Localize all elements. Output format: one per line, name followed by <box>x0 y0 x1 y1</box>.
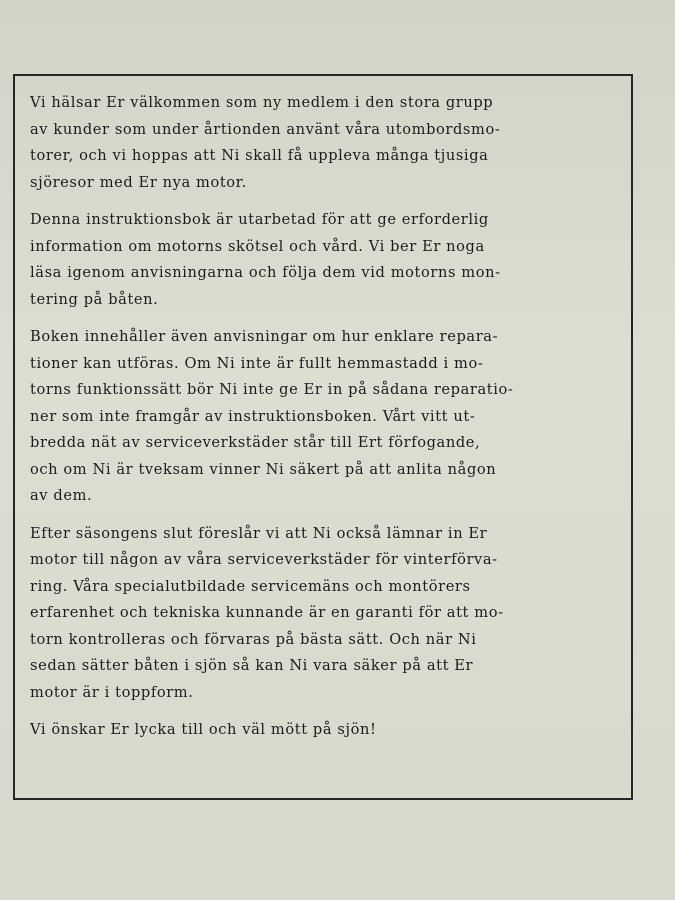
paragraph-instruction-book <box>30 207 630 313</box>
text-line: tioner kan utföras. Om Ni inte är fullt hemmastadd i mo- <box>30 354 484 372</box>
text-line: motor till någon av våra serviceverkstäder för vinterförva- <box>30 551 498 568</box>
text-line: Denna instruktionsbok är utarbetad för att ge erforderlig <box>30 211 489 228</box>
text-line: Boken innehåller även anvisningar om hur enklare repara- <box>30 328 499 345</box>
text-line: torn kontrolleras och förvaras på bästa sätt. Och när Ni <box>30 630 477 648</box>
text-line: erfarenhet och tekniska kunnande är en garanti för att mo- <box>30 604 504 621</box>
text-line: sjöresor med Er nya motor. <box>30 173 247 191</box>
text-line: ner som inte framgår av instruktionsboken. Vårt vitt ut- <box>30 407 476 425</box>
text-line: Efter säsongens slut föreslår vi att Ni också lämnar in Er <box>30 524 488 542</box>
text-line: bredda nät av serviceverkstäder står till Ert förfogande, <box>30 434 481 451</box>
text-line: Vi önskar Er lycka till och väl mött på sjön! <box>30 721 377 738</box>
text-line: Vi hälsar Er välkommen som ny medlem i den stora grupp <box>30 94 494 111</box>
text-line: tering på båten. <box>30 290 159 308</box>
text-line: information om motorns skötsel och vård. Vi ber Er noga <box>30 237 485 255</box>
paragraph-repairs <box>30 324 630 510</box>
text-line: och om Ni är tveksam vinner Ni säkert på att anlita någon <box>30 460 497 478</box>
text-line: motor är i toppform. <box>30 683 194 701</box>
welcome-text-block <box>30 90 630 755</box>
text-line: ring. Våra specialutbildade servicemäns och montörers <box>30 577 471 595</box>
text-line: av kunder som under årtionden använt våra utombordsmo- <box>30 120 501 138</box>
paragraph-welcome <box>30 90 630 196</box>
text-line: av dem. <box>30 487 93 504</box>
text-line: sedan sätter båten i sjön så kan Ni vara säker på att Er <box>30 657 474 674</box>
text-line: läsa igenom anvisningarna och följa dem vid motorns mon- <box>30 264 501 281</box>
paragraph-closing <box>30 717 630 744</box>
paragraph-winter-storage <box>30 521 630 707</box>
text-line: torer, och vi hoppas att Ni skall få uppleva många tjusiga <box>30 147 489 164</box>
text-line: torns funktionssätt bör Ni inte ge Er in på sådana reparatio- <box>30 381 514 398</box>
